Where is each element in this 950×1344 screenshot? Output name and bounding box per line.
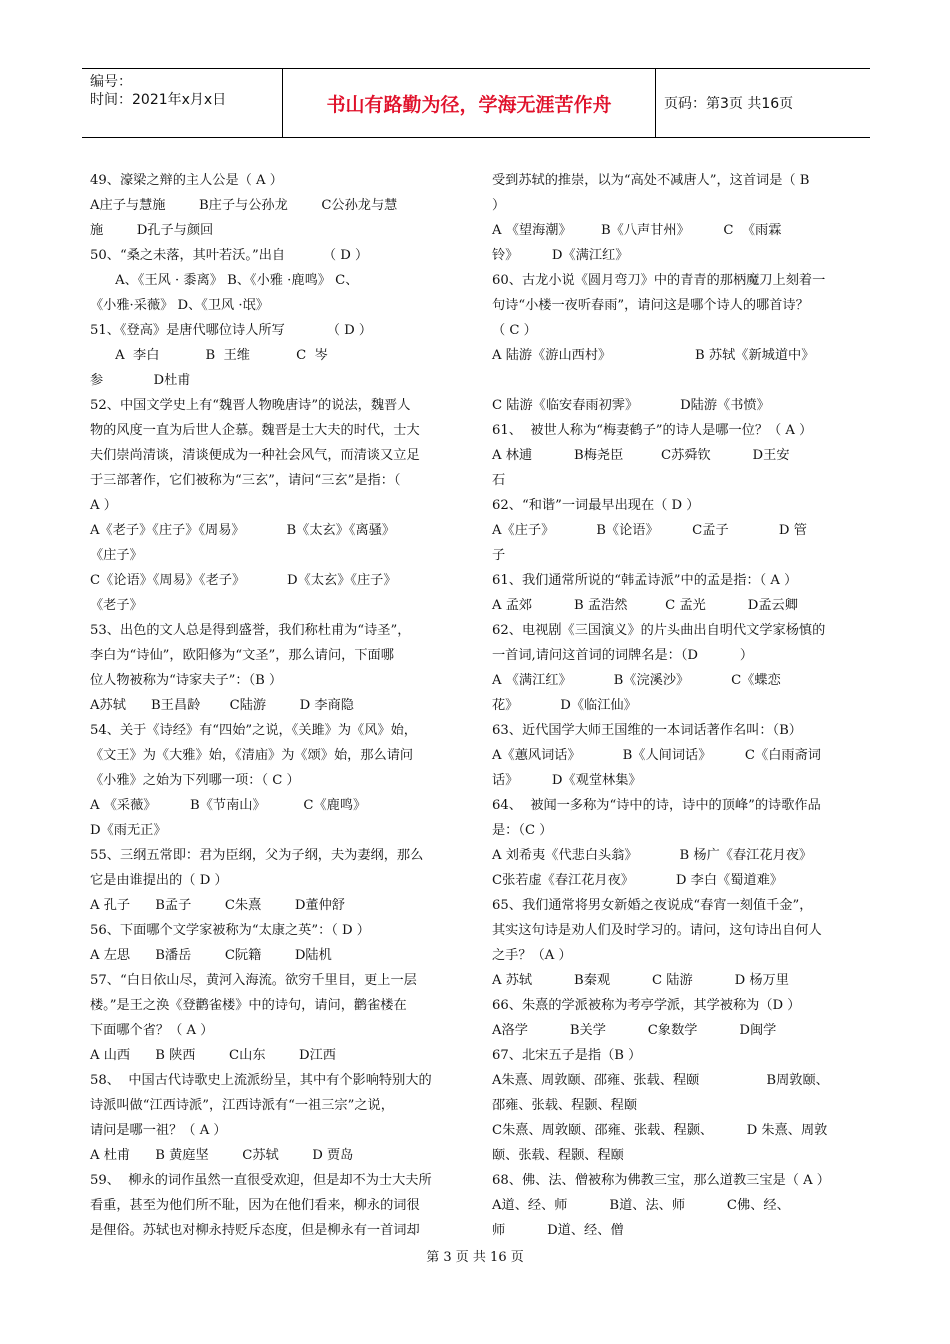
text-line: 62、“和谐”一词最早出现在（ D ） [492, 498, 700, 513]
text-line: 邵雍、张载、程颢、程颐 [492, 1098, 638, 1113]
text-line: A洛学 B关学 C象数学 D闽学 [492, 1023, 777, 1038]
text-line: 《小雅》之始为下列哪一项：（ C ） [90, 773, 300, 788]
text-line: 下面哪个省？（ A ） [90, 1023, 214, 1038]
text-line: A 林逋 B梅尧臣 C苏舜钦 D王安 [492, 448, 790, 463]
text-line: C朱熹、周敦颐、邵雍、张载、程颢、 D 朱熹、周敦 [492, 1123, 828, 1138]
text-line: 受到苏轼的推崇，以为“高处不减唐人”，这首词是（ B [492, 173, 810, 188]
text-line: 句诗“小楼一夜听春雨”，请问这是哪个诗人的哪首诗？ [492, 298, 809, 313]
text-line: A 《望海潮》 B《八声甘州》 C 《雨霖 [492, 223, 782, 238]
text-line: A朱熹、周敦颐、邵雍、张载、程颐 B周敦颐、 [492, 1073, 829, 1088]
text-line: 铃》 D《满江红》 [492, 248, 629, 263]
text-line: A 孟郊 B 孟浩然 C 孟光 D孟云卿 [492, 598, 798, 613]
text-line: 于三部著作，它们被称为“三玄”，请问“三玄”是指：（ [90, 473, 401, 488]
text-line: 55、三纲五常即：君为臣纲，父为子纲，夫为妻纲，那么 [90, 848, 424, 863]
text-line: A 左思 B潘岳 C阮籍 D陆机 [90, 948, 332, 963]
text-line: 之手？（A ） [492, 948, 572, 963]
text-line: C《论语》《周易》《老子》 D《太玄》《庄子》 [90, 573, 397, 588]
text-line: 57、“白日依山尽，黄河入海流。欲穷千里目，更上一层 [90, 973, 417, 988]
text-line: 一首词,请问这首词的词牌名是：（D ） [492, 648, 754, 663]
text-line: 61、我们通常所说的“韩孟诗派”中的孟是指：（ A ） [492, 573, 798, 588]
text-line: 63、近代国学大师王国维的一本词话著作名叫：（B） [492, 723, 802, 738]
text-line: A《庄子》 B《论语》 C孟子 D 管 [492, 523, 807, 538]
text-line: A 刘希夷《代悲白头翁》 B 杨广《春江花月夜》 [492, 848, 813, 863]
text-line: 《文王》为《大雅》始，《清庙》为《颂》始，那么请问 [90, 748, 414, 763]
text-line: A苏轼 B王昌龄 C陆游 D 李商隐 [90, 698, 354, 713]
text-line: 《老子》 [90, 598, 143, 613]
text-line: 夫们崇尚清谈，清谈便成为一种社会风气，而清谈又立足 [90, 448, 420, 463]
text-line: A道、经、师 B道、法、师 C佛、经、 [492, 1198, 790, 1213]
text-line: C张若虚《春江花月夜》 D 李白《蜀道难》 [492, 873, 783, 888]
text-line: A《老子》《庄子》《周易》 B《太玄》《离骚》 [90, 523, 396, 538]
doc-number-label: 编号： [90, 74, 132, 90]
text-line: 楼。”是王之涣《登鹳雀楼》中的诗句，请问，鹳雀楼在 [90, 998, 407, 1013]
text-line: A《蕙风词话》 B《人间词话》 C《白雨斋词 [492, 748, 821, 763]
header-page-number: 页码：第3页 共16页 [664, 96, 794, 112]
text-line: 诗派叫做“江西诗派”，江西诗派有“一祖三宗”之说， [90, 1098, 394, 1113]
text-line: 52、中国文学史上有“魏晋人物晚唐诗”的说法，魏晋人 [90, 398, 411, 413]
text-line: A 《满江红》 B《浣溪沙》 C《蝶恋 [492, 673, 781, 688]
text-line: 64、 被闻一多称为“诗中的诗，诗中的顶峰”的诗歌作品 [492, 798, 821, 813]
text-line: 物的风度一直为后世人企慕。魏晋是士大夫的时代，士大 [90, 423, 420, 438]
text-line [492, 368, 864, 393]
text-line: 颐、张载、程颢、程颐 [492, 1148, 624, 1163]
doc-time-label: 时间：2021年x月x日 [90, 92, 227, 108]
text-line: 是：（C ） [492, 823, 553, 838]
text-line: A、《王风 · 黍离》 B、《小雅 ·鹿鸣》 C、 [90, 273, 359, 288]
text-line: 位人物被称为“诗家夫子”：（B ） [90, 673, 283, 688]
text-line: 其实这句诗是劝人们及时学习的。请问，这句诗出自何人 [492, 923, 822, 938]
text-line: 66、朱熹的学派被称为考亭学派，其学被称为（D ） [492, 998, 801, 1013]
text-line: A 杜甫 B 黄庭坚 C苏轼 D 贾岛 [90, 1148, 354, 1163]
text-line: 51、《登高》是唐代哪位诗人所写 （ D ） [90, 323, 373, 338]
text-line: C 陆游《临安春雨初霁》 D陆游《书愤》 [492, 398, 770, 413]
text-line: 58、 中国古代诗歌史上流派纷呈，其中有个影响特别大的 [90, 1073, 432, 1088]
text-line: 看重，甚至为他们所不耻，因为在他们看来，柳永的词很 [90, 1198, 420, 1213]
text-line: 它是由谁提出的（ D ） [90, 873, 228, 888]
text-line: A 《采薇》 B《节南山》 C《鹿鸣》 [90, 798, 367, 813]
text-line: A 陆游《游山西村》 B 苏轼《新城道中》 [492, 348, 815, 363]
text-line: ） [492, 198, 506, 213]
text-line: A 孔子 B孟子 C朱熹 D董仲舒 [90, 898, 345, 913]
text-line: 56、下面哪个文学家被称为“太康之英”：（ D ） [90, 923, 370, 938]
text-line: 子 [492, 548, 506, 563]
text-line: A 李白 B 王维 C 岑 [90, 348, 328, 363]
text-line: 68、佛、法、僧被称为佛教三宝，那么道教三宝是（ A ） [492, 1173, 830, 1188]
text-line: 话》 D《观堂林集》 [492, 773, 642, 788]
text-line: 花》 D《临江仙》 [492, 698, 637, 713]
page-footer: 第 3 页 共 16 页 [426, 1250, 524, 1265]
text-line: 请问是哪一祖？（ A ） [90, 1123, 227, 1138]
header-meta [82, 69, 282, 137]
text-line: A 苏轼 B秦观 C 陆游 D 杨万里 [492, 973, 789, 988]
text-line: 石 [492, 473, 506, 488]
page-header [82, 68, 870, 138]
right-column [492, 168, 864, 1243]
text-line: 《庄子》 [90, 548, 143, 563]
text-line: 53、出色的文人总是得到盛誉，我们称杜甫为“诗圣”， [90, 623, 411, 638]
text-line: A庄子与慧施 B庄子与公孙龙 C公孙龙与慧 [90, 198, 398, 213]
text-line: 施 D孔子与颜回 [90, 223, 214, 238]
text-line: 李白为“诗仙”，欧阳修为“文圣”，那么请问，下面哪 [90, 648, 394, 663]
text-line: 参 D杜甫 [90, 373, 191, 388]
text-line: （ C ） [492, 323, 537, 338]
text-line: 61、 被世人称为“梅妻鹤子”的诗人是哪一位？（ A ） [492, 423, 813, 438]
text-line: 49、濠梁之辩的主人公是（ A ） [90, 173, 283, 188]
text-line: 是俚俗。苏轼也对柳永持贬斥态度，但是柳永有一首词却 [90, 1223, 420, 1238]
left-column [90, 168, 462, 1243]
text-line: A 山西 B 陕西 C山东 D江西 [90, 1048, 336, 1063]
text-line: 60、古龙小说《圆月弯刀》中的青青的那柄魔刀上刻着一 [492, 273, 826, 288]
text-line: 50、“桑之未落，其叶若沃。”出自 （ D ） [90, 248, 369, 263]
text-line: 67、北宋五子是指（B ） [492, 1048, 642, 1063]
text-line: 65、我们通常将男女新婚之夜说成“春宵一刻值千金”， [492, 898, 813, 913]
header-motto: 书山有路勤为径，学海无涯苦作舟 [282, 69, 656, 137]
text-line: 《小雅·采薇》 D、《卫风 ·氓》 [90, 298, 269, 313]
text-line: 59、 柳永的词作虽然一直很受欢迎，但是却不为士大夫所 [90, 1173, 432, 1188]
text-line: A ） [90, 498, 117, 513]
text-line: 62、电视剧《三国演义》的片头曲出自明代文学家杨慎的 [492, 623, 826, 638]
text-line: 54、关于《诗经》有“四始”之说，《关雎》为《风》始， [90, 723, 417, 738]
text-line: D《雨无正》 [90, 823, 167, 838]
text-line: 师 D道、经、僧 [492, 1223, 624, 1238]
